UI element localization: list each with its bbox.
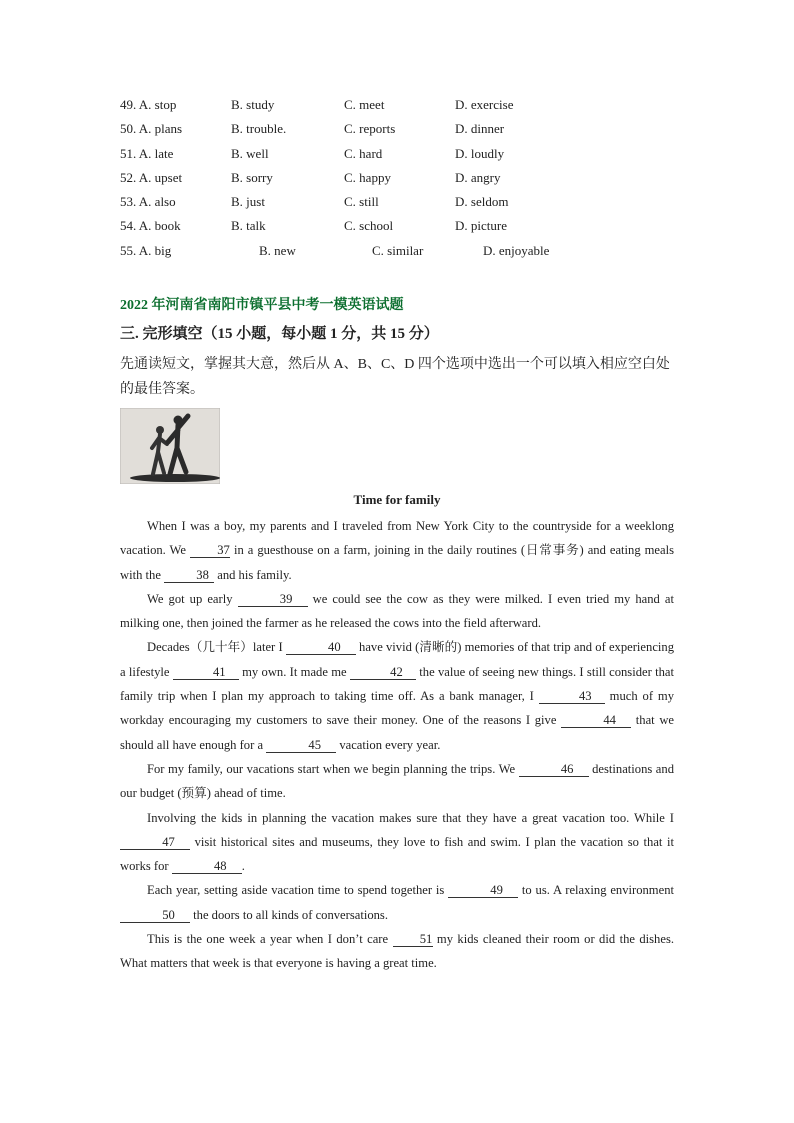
passage-text: Each year, setting aside vacation time to spend together is <box>147 883 449 898</box>
option-a: 54. A. book <box>120 218 181 234</box>
option-c: C. still <box>344 194 379 210</box>
paragraph-2 <box>120 587 674 636</box>
option-a: 50. A. plans <box>120 121 183 137</box>
passage-text: destinations and our budget (预算) ahead of time. <box>120 761 674 801</box>
blank-43: 43 <box>539 689 605 704</box>
option-a: 49. A. stop <box>120 97 177 112</box>
passage-text: We got up early <box>147 591 238 606</box>
option-b: B. new <box>259 242 296 258</box>
option-d: D. picture <box>455 218 507 234</box>
option-c: C. reports <box>344 121 396 137</box>
option-a: 55. A. big <box>120 242 172 258</box>
option-a: 51. A. late <box>120 145 174 161</box>
passage-text: we could see the cow as they were milked. I even tried my hand at milking one, then joined the farmer as he released the cows into the field afterward. <box>120 591 675 631</box>
blank-50: 50 <box>120 908 190 923</box>
blank-37: 37 <box>190 543 230 558</box>
option-row-54 <box>120 215 680 239</box>
option-d: D. loudly <box>455 145 505 161</box>
paragraph-3 <box>120 635 674 756</box>
option-b: B. sorry <box>231 169 273 185</box>
passage-text: . <box>241 859 245 874</box>
option-row-50 <box>120 118 680 142</box>
passage-text: vacation every year. <box>336 737 441 752</box>
option-a: 53. A. also <box>120 194 176 210</box>
option-a: 52. A. upset <box>120 169 183 185</box>
blank-41: 41 <box>173 665 239 680</box>
blank-47: 47 <box>120 835 190 850</box>
option-b: B. well <box>231 145 269 161</box>
passage-text: the doors to all kinds of conversations. <box>190 907 388 922</box>
blank-40: 40 <box>286 640 356 655</box>
option-d: D. enjoyable <box>483 242 550 258</box>
passage-text: my own. It made me <box>238 664 350 679</box>
blank-39: 39 <box>238 592 308 607</box>
passage-text: have vivid (清晰的) memories of that trip and of experiencing a lifestyle <box>120 640 674 679</box>
option-b: B. talk <box>231 218 266 234</box>
paragraph-1 <box>120 514 674 587</box>
option-b: B. just <box>231 194 265 210</box>
option-b: B. trouble. <box>231 121 287 137</box>
passage <box>120 514 674 976</box>
passage-text: This is the one week a year when I don’t care <box>147 932 393 947</box>
passage-text: visit historical sites and museums, they love to fish and swim. I plan the vacation so that it works for <box>120 834 674 874</box>
paragraph-4 <box>120 757 674 806</box>
option-c: C. happy <box>344 169 391 185</box>
blank-49: 49 <box>448 883 518 898</box>
passage-text: Involving the kids in planning the vacation makes sure that they have a great vacation too. While I <box>147 810 674 825</box>
blank-45: 45 <box>266 738 336 753</box>
option-row-51 <box>120 143 680 167</box>
passage-text: For my family, our vacations start when we begin planning the trips. We <box>147 761 519 776</box>
blank-44: 44 <box>561 713 631 728</box>
option-d: D. exercise <box>455 97 514 112</box>
option-c: C. similar <box>372 242 424 258</box>
blank-38: 38 <box>164 568 214 583</box>
paragraph-6 <box>120 878 674 927</box>
passage-text: the value of seeing new things. I still consider that family trip when I plan my approach to taking time off. As a bank manager, I <box>120 664 674 704</box>
option-d: D. dinner <box>455 121 505 137</box>
paragraph-5 <box>120 806 674 879</box>
passage-text: to us. A relaxing environment <box>518 883 674 898</box>
option-row-53 <box>120 191 680 215</box>
instruction-text: 先通读短文，掌握其大意，然后从 A、B、C、D 四个选项中选出一个可以填入相应空白处的最佳答案。 <box>120 357 670 397</box>
option-b: B. study <box>231 97 275 112</box>
blank-48: 48 <box>172 859 242 874</box>
option-c: C. school <box>344 218 394 234</box>
option-c: C. meet <box>344 97 385 112</box>
section-title: 三. 完形填空（15 小题，每小题 1 分，共 15 分） <box>120 326 439 342</box>
passage-text: Decades（几十年）later I <box>147 640 286 655</box>
passage-title: Time for family <box>353 492 441 507</box>
passage-text: my kids cleaned their room or did the dishes. What matters that week is that everyone is having a great time. <box>120 932 674 971</box>
exam-heading: 2022 年河南省南阳市镇平县中考一模英语试题 <box>120 298 404 313</box>
passage-text: When I was a boy, my parents and I traveled from New York City to the countryside for a weeklong vacation. We <box>120 519 674 558</box>
passage-text: and his family. <box>214 567 292 582</box>
blank-42: 42 <box>350 665 416 680</box>
blank-51: 51 <box>393 932 433 947</box>
option-row-49 <box>120 94 680 118</box>
paragraph-7 <box>120 927 674 976</box>
passage-text: much of my workday encouraging my customers to save their money. One of the reasons I give <box>120 689 674 728</box>
option-c: C. hard <box>344 145 383 161</box>
dancers-photo <box>120 408 220 484</box>
answer-options <box>120 94 680 264</box>
option-d: D. angry <box>455 169 501 185</box>
option-row-52 <box>120 167 680 191</box>
blank-46: 46 <box>519 762 589 777</box>
passage-text: in a guesthouse on a farm, joining in the daily routines (日常事务) and eating meals with the <box>120 543 675 582</box>
passage-text: that we should all have enough for a <box>120 713 675 752</box>
option-row-55 <box>120 240 680 264</box>
option-d: D. seldom <box>455 194 509 210</box>
